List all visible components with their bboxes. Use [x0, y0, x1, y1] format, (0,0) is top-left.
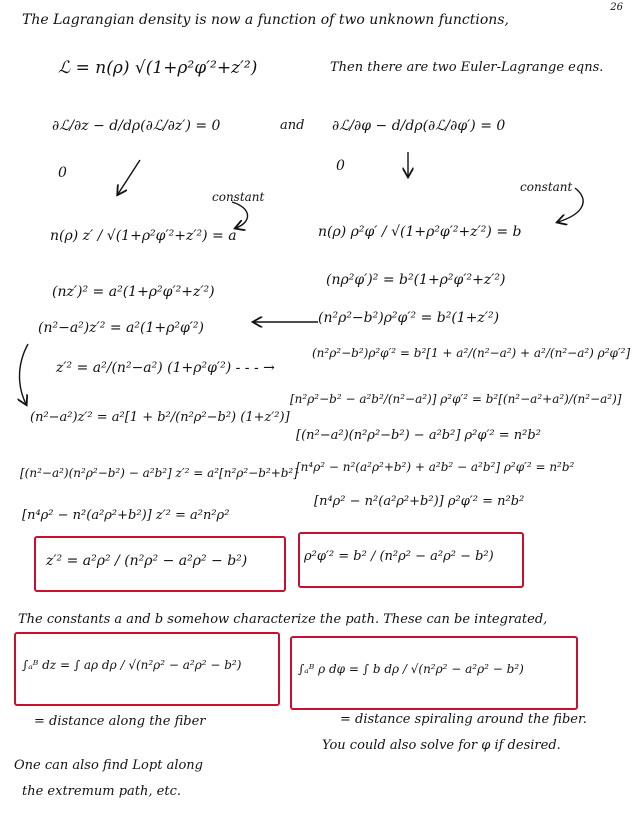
left-line-1: (n²−a²)z′² = a²(1+ρ²φ′²) [38, 320, 204, 336]
result-phi: ρ²φ′² = b² / (n²ρ² − a²ρ² − b²) [304, 549, 494, 564]
result-z: z′² = a²ρ² / (n²ρ² − a²ρ² − b²) [46, 553, 248, 569]
equation-a: n(ρ) z′ / √(1+ρ²φ′²+z′²) = a [50, 228, 237, 244]
left-line-5: [(n²−a²)(n²ρ²−b²) − a²b²] z′² = a²[n²ρ²−b²+b²] [20, 466, 298, 480]
right-line-4: [(n²−a²)(n²ρ²−b²) − a²b²] ρ²φ′² = n²b² [296, 428, 541, 443]
distance-spiraling: = distance spiraling around the fiber. [340, 712, 587, 727]
lagrangian-equation: ℒ = n(ρ) √(1+ρ²φ′²+z′²) [58, 58, 258, 78]
integral-z: ∫ₐᴮ dz = ∫ aρ dρ / √(n²ρ² − a²ρ² − b²) [22, 658, 242, 672]
right-line-6: [n⁴ρ² − n²(a²ρ²+b²)] ρ²φ′² = n²b² [314, 494, 525, 509]
intro-line: The Lagrangian density is now a function of two unknown functions, [22, 12, 509, 28]
solve-for-phi-note: You could also solve for φ if desired. [322, 738, 561, 753]
two-euler-lagrange-note: Then there are two Euler-Lagrange eqns. [330, 60, 604, 75]
left-line-2: z′² = a²/(n²−a²) (1+ρ²φ′²) - - - → [56, 360, 275, 376]
arrow-z-to-a [118, 160, 140, 194]
arrow-down-left [20, 344, 29, 404]
squared-a: (nz′)² = a²(1+ρ²φ′²+z′²) [52, 284, 215, 300]
arrow-constant-b [558, 188, 583, 222]
page-number: 26 [610, 2, 623, 13]
right-line-2: (n²ρ²−b²)ρ²φ′² = b²[1 + a²/(n²−a²) + a²/(n²−a²) ρ²φ′²] [312, 346, 631, 360]
right-line-3: [n²ρ²−b² − a²b²/(n²−a²)] ρ²φ′² = b²[(n²−a²+a²)/(n²−a²)] [290, 392, 622, 406]
zero-right: 0 [336, 158, 345, 174]
constant-left-label: constant [212, 190, 265, 204]
lopt-note-line-2: the extremum path, etc. [22, 784, 182, 799]
constant-right-label: constant [520, 180, 573, 194]
distance-along-fiber: = distance along the fiber [34, 714, 206, 729]
arrow-constant-a [232, 202, 248, 228]
euler-lagrange-phi: ∂ℒ/∂φ − d/dρ(∂ℒ/∂φ′) = 0 [332, 118, 506, 134]
right-line-5: [n⁴ρ² − n²(a²ρ²+b²) + a²b² − a²b²] ρ²φ′² = n²b² [296, 460, 575, 474]
squared-b: (nρ²φ′)² = b²(1+ρ²φ′²+z′²) [326, 272, 506, 288]
left-line-4: (n²−a²)z′² = a²[1 + b²/(n²ρ²−b²) (1+z′²)] [30, 410, 290, 425]
constants-text: The constants a and b somehow characterize the path. These can be integrated, [18, 612, 548, 627]
left-line-6: [n⁴ρ² − n²(a²ρ²+b²)] z′² = a²n²ρ² [22, 508, 230, 523]
integral-phi: ∫ₐᴮ ρ dφ = ∫ b dρ / √(n²ρ² − a²ρ² − b²) [298, 662, 524, 676]
and-word: and [280, 118, 305, 133]
lopt-note-line-1: One can also find Lopt along [14, 758, 203, 773]
right-line-1: (n²ρ²−b²)ρ²φ′² = b²(1+z′²) [318, 310, 500, 326]
zero-left: 0 [58, 165, 67, 181]
euler-lagrange-z: ∂ℒ/∂z − d/dρ(∂ℒ/∂z′) = 0 [52, 118, 221, 134]
equation-b: n(ρ) ρ²φ′ / √(1+ρ²φ′²+z′²) = b [318, 224, 522, 240]
